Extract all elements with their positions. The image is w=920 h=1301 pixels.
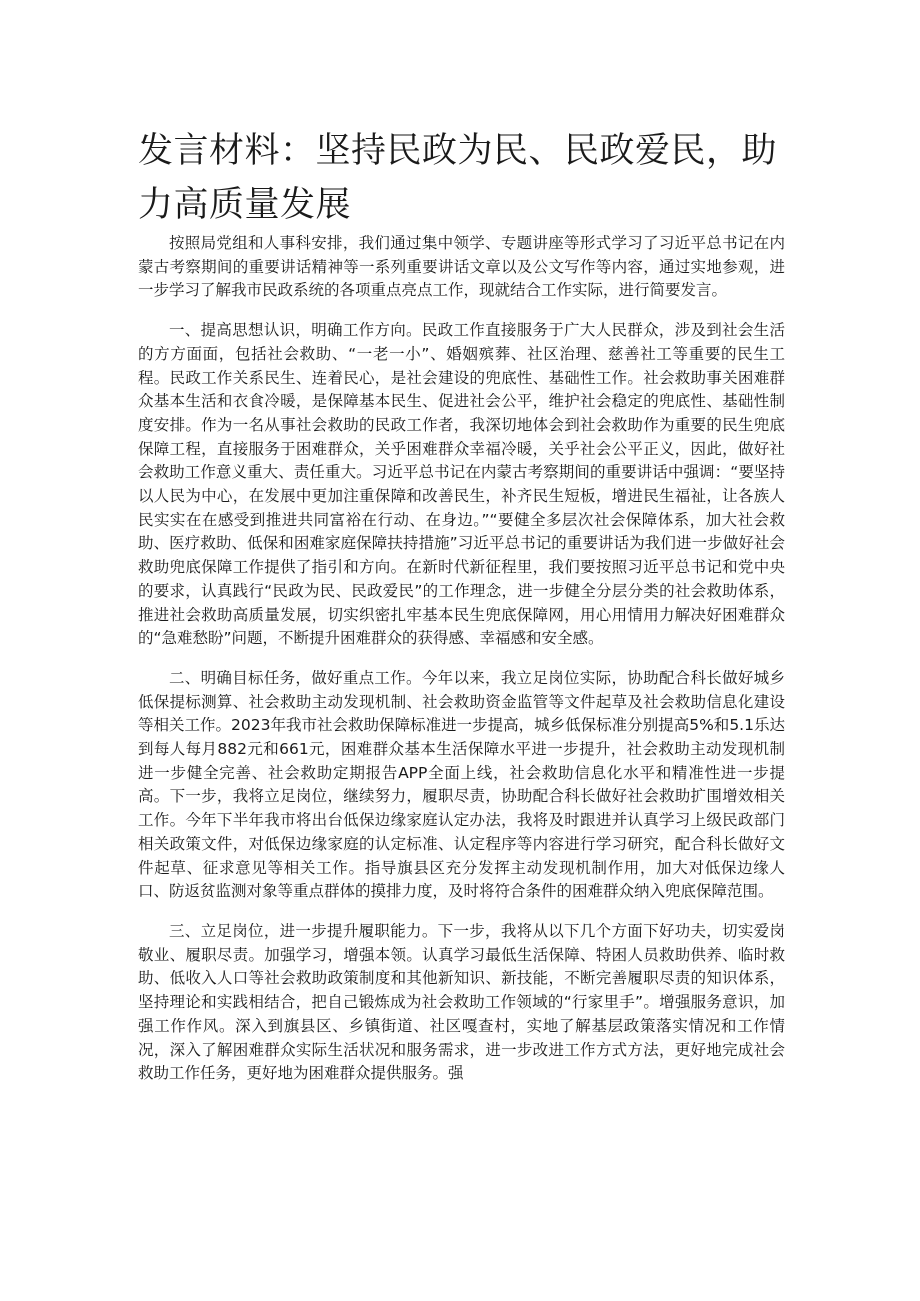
- document-title: 发言材料：坚持民政为民、民政爱民，助力高质量发展: [138, 131, 778, 225]
- document-body: [138, 232, 785, 1102]
- section-two-paragraph: 二、明确目标任务，做好重点工作。今年以来，我立足岗位实际，协助配合科长做好城乡低保提标测算、社会救助主动发现机制、社会救助资金监管等文件起草及社会救助信息化建设等相关工作。2023年我市社会救助保障标准进一步提高，城乡低保标准分别提高5%和5.1乐达到每人每月882元和661元，困难群众基本生活保障水平进一步提升，社会救助主动发现机制进一步健全完善、社会救助定期报告APP全面上线，社会救助信息化水平和精准性进一步提高。下一步，我将立足岗位，继续努力，履职尽责，协助配合科长做好社会救助扩围增效相关工作。今年下半年我市将出台低保边缘家庭认定办法，我将及时跟进并认真学习上级民政部门相关政策文件，对低保边缘家庭的认定标准、认定程序等内容进行学习研究，配合科长做好文件起草、征求意见等相关工作。指导旗县区充分发挥主动发现机制作用，加大对低保边缘人口、防返贫监测对象等重点群体的摸排力度，及时将符合条件的困难群众纳入兜底保障范围。: [138, 668, 785, 901]
- intro-paragraph: 按照局党组和人事科安排，我们通过集中领学、专题讲座等形式学习了习近平总书记在内蒙古考察期间的重要讲话精神等一系列重要讲话文章以及公文写作等内容，通过实地参观，进一步学习了解我市民政系统的各项重点亮点工作，现就结合工作实际，进行简要发言。: [138, 234, 785, 300]
- section-three-paragraph: 三、立足岗位，进一步提升履职能力。下一步，我将从以下几个方面下好功夫，切实爱岗敬业、履职尽责。加强学习，增强本领。认真学习最低生活保障、特困人员救助供养、临时救助、低收入人口等社会救助政策制度和其他新知识、新技能，不断完善履职尽责的知识体系，坚持理论和实践相结合，把自己锻炼成为社会救助工作领域的“行家里手”。增强服务意识，加强工作作风。深入到旗县区、乡镇街道、社区嘎查村，实地了解基层政策落实情况和工作情况，深入了解困难群众实际生活状况和服务需求，进一步改进工作方式方法，更好地完成社会救助工作任务，更好地为困难群众提供服务。强: [138, 921, 785, 1083]
- section-one-paragraph: 一、提高思想认识，明确工作方向。民政工作直接服务于广大人民群众，涉及到社会生活的方方面面，包括社会救助、“一老一小”、婚姻殡葬、社区治理、慈善社工等重要的民生工程。民政工作关系民生、连着民心，是社会建设的兜底性、基础性工作。社会救助事关困难群众基本生活和衣食冷暖，是保障基本民生、促进社会公平，维护社会稳定的兜底性、基础性制度安排。作为一名从事社会救助的民政工作者，我深切地体会到社会救助作为重要的民生兜底保障工程，直接服务于困难群众，关乎困难群众幸福冷暖，关乎社会公平正义，因此，做好社会救助工作意义重大、责任重大。习近平总书记在内蒙古考察期间的重要讲话中强调：“要坚持以人民为中心，在发展中更加注重保障和改善民生，补齐民生短板，增进民生福祉，让各族人民实实在在感受到推进共同富裕在行动、在身边。”“要健全多层次社会保障体系，加大社会救助、医疗救助、低保和困难家庭保障扶持措施”习近平总书记的重要讲话为我们进一步做好社会救助兜底保障工作提供了指引和方向。在新时代新征程里，我们要按照习近平总书记和党中央的要求，认真践行“民政为民、民政爱民”的工作理念，进一步健全分层分类的社会救助体系，推进社会救助高质量发展，切实织密扎牢基本民生兜底保障网，用心用情用力解决好困难群众的“急难愁盼”问题，不断提升困难群众的获得感、幸福感和安全感。: [138, 321, 785, 648]
